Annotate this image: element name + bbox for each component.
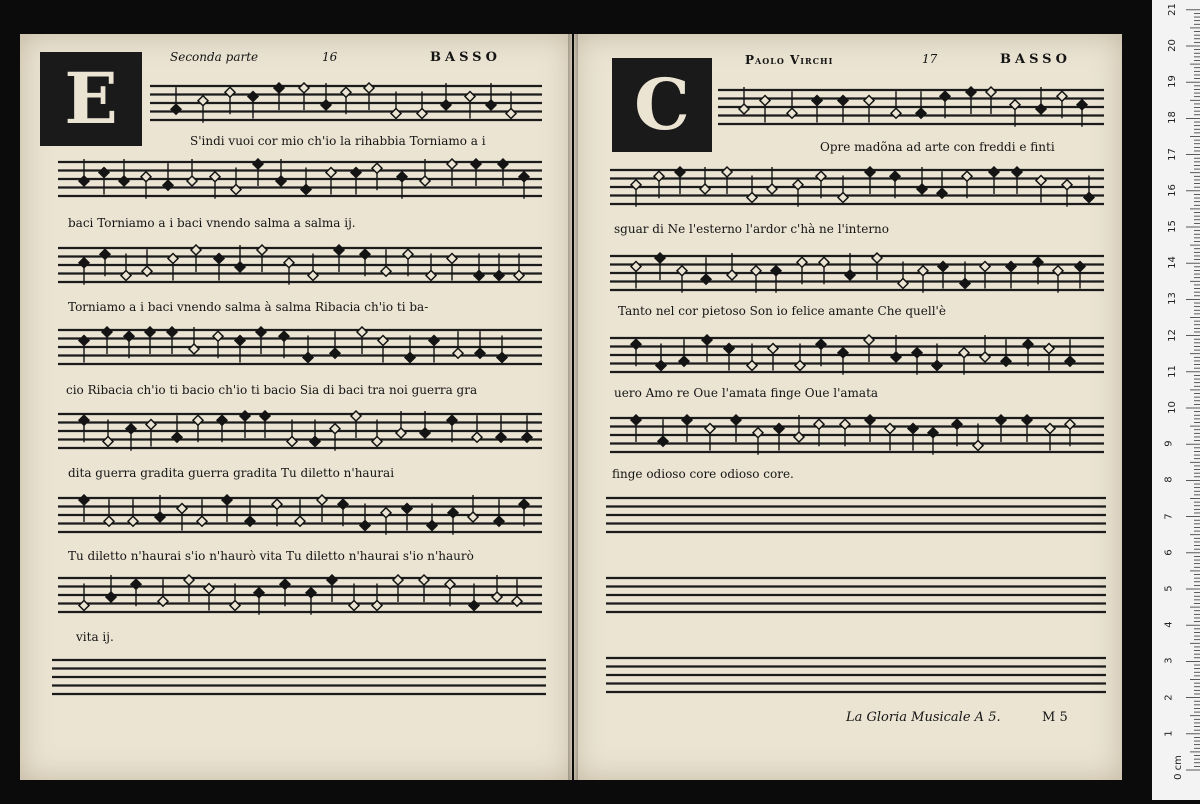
- note-head: [739, 104, 749, 114]
- note-head: [357, 327, 367, 337]
- lyric-line: Tu diletto n'haurai s'io n'haurò vita Tu diletto n'haurai s'io n'haurò: [68, 549, 474, 563]
- note-head: [364, 83, 374, 93]
- note-head: [254, 588, 264, 598]
- note-head: [471, 159, 481, 169]
- note-head: [420, 428, 430, 438]
- note-head: [1045, 424, 1055, 434]
- ruler-number: 20: [1166, 39, 1178, 52]
- ruler-number: 19: [1166, 75, 1178, 89]
- note-head: [496, 432, 506, 442]
- note-head: [702, 335, 712, 345]
- left-voice-label: BASSO: [430, 50, 501, 65]
- note-head: [918, 266, 928, 276]
- note-head: [962, 171, 972, 181]
- note-head: [522, 432, 532, 442]
- note-head: [701, 274, 711, 284]
- note-head: [1075, 262, 1085, 272]
- note-head: [1023, 339, 1033, 349]
- note-head: [751, 266, 761, 276]
- note-head: [774, 424, 784, 434]
- note-head: [966, 87, 976, 97]
- note-head: [141, 172, 151, 182]
- note-head: [838, 348, 848, 358]
- note-head: [722, 167, 732, 177]
- ruler-number: 12: [1166, 328, 1178, 342]
- note-head: [797, 257, 807, 267]
- ruler-unit: 0 cm: [1172, 755, 1184, 780]
- note-head: [158, 596, 168, 606]
- ruler-number: 13: [1166, 292, 1178, 306]
- note-head: [248, 92, 258, 102]
- note-head: [276, 176, 286, 186]
- note-head: [193, 415, 203, 425]
- note-head: [317, 495, 327, 505]
- note-head: [155, 512, 165, 522]
- note-head: [327, 575, 337, 585]
- music-staff: [58, 410, 542, 452]
- note-head: [1065, 419, 1075, 429]
- note-head: [279, 331, 289, 341]
- note-head: [960, 279, 970, 289]
- note-head: [980, 352, 990, 362]
- note-head: [631, 262, 641, 272]
- ruler-number: 5: [1163, 585, 1175, 592]
- note-head: [448, 508, 458, 518]
- note-head: [705, 424, 715, 434]
- note-head: [819, 257, 829, 267]
- note-head: [1012, 167, 1022, 177]
- note-head: [187, 176, 197, 186]
- note-head: [793, 180, 803, 190]
- note-head: [341, 87, 351, 97]
- ruler-number: 14: [1166, 256, 1178, 270]
- note-head: [514, 271, 524, 281]
- right-voice-label: BASSO: [1000, 52, 1071, 67]
- note-head: [417, 109, 427, 119]
- note-head: [631, 415, 641, 425]
- note-head: [272, 499, 282, 509]
- note-head: [106, 592, 116, 602]
- note-head: [326, 168, 336, 178]
- music-staff: [610, 414, 1104, 456]
- note-head: [753, 428, 763, 438]
- note-head: [472, 432, 482, 442]
- part-label: Seconda parte: [170, 50, 259, 64]
- note-head: [257, 245, 267, 255]
- note-head: [177, 504, 187, 514]
- note-head: [441, 100, 451, 110]
- note-head: [731, 415, 741, 425]
- note-head: [128, 516, 138, 526]
- note-head: [197, 516, 207, 526]
- note-head: [260, 411, 270, 421]
- note-head: [198, 96, 208, 106]
- ruler-number: 1: [1163, 730, 1175, 737]
- note-head: [287, 437, 297, 447]
- note-head: [912, 348, 922, 358]
- note-head: [419, 575, 429, 585]
- music-staff: [58, 494, 542, 536]
- left-page-number: 16: [322, 50, 338, 64]
- note-head: [321, 100, 331, 110]
- note-head: [838, 96, 848, 106]
- note-head: [308, 271, 318, 281]
- note-head: [334, 245, 344, 255]
- note-head: [393, 575, 403, 585]
- note-head: [1006, 262, 1016, 272]
- note-head: [167, 327, 177, 337]
- note-head: [306, 588, 316, 598]
- note-head: [952, 419, 962, 429]
- note-head: [973, 441, 983, 451]
- note-head: [747, 361, 757, 371]
- note-head: [119, 176, 129, 186]
- note-head: [168, 254, 178, 264]
- note-head: [795, 361, 805, 371]
- note-head: [372, 163, 382, 173]
- note-head: [864, 335, 874, 345]
- note-head: [351, 411, 361, 421]
- music-staff: [610, 252, 1104, 294]
- book-gutter: [568, 34, 578, 780]
- note-head: [405, 353, 415, 363]
- signature-mark: M 5: [1042, 710, 1068, 725]
- note-head: [468, 512, 478, 522]
- note-head: [397, 172, 407, 182]
- ruler-number: 6: [1163, 549, 1175, 556]
- note-head: [898, 279, 908, 289]
- note-head: [980, 262, 990, 272]
- collection-title: La Gloria Musicale A 5.: [846, 710, 1001, 725]
- note-head: [131, 579, 141, 589]
- note-head: [204, 584, 214, 594]
- note-head: [519, 499, 529, 509]
- note-head: [330, 424, 340, 434]
- note-head: [121, 271, 131, 281]
- note-head: [124, 331, 134, 341]
- note-head: [171, 104, 181, 114]
- note-head: [891, 108, 901, 118]
- decorated-initial-e: E: [40, 52, 142, 146]
- lyric-line: S'indi vuoi cor mio ch'io la rihabbia Torniamo a i: [190, 134, 486, 148]
- note-head: [301, 185, 311, 195]
- ruler-number: 4: [1163, 621, 1175, 628]
- note-head: [1036, 176, 1046, 186]
- note-head: [447, 254, 457, 264]
- note-head: [231, 185, 241, 195]
- note-head: [654, 171, 664, 181]
- note-head: [838, 193, 848, 203]
- ruler-number: 11: [1166, 364, 1178, 378]
- note-head: [916, 108, 926, 118]
- ruler-number: 21: [1166, 2, 1178, 16]
- note-head: [210, 172, 220, 182]
- note-head: [865, 415, 875, 425]
- note-head: [486, 100, 496, 110]
- note-head: [794, 432, 804, 442]
- music-staff: [610, 334, 1104, 376]
- note-head: [996, 415, 1006, 425]
- empty-staff: [52, 656, 546, 700]
- note-head: [506, 109, 516, 119]
- note-head: [360, 249, 370, 259]
- note-head: [474, 271, 484, 281]
- note-head: [303, 353, 313, 363]
- note-head: [938, 262, 948, 272]
- note-head: [420, 176, 430, 186]
- note-head: [126, 424, 136, 434]
- note-head: [381, 266, 391, 276]
- note-head: [940, 91, 950, 101]
- note-head: [1077, 100, 1087, 110]
- note-head: [79, 415, 89, 425]
- empty-staff: [606, 574, 1106, 618]
- note-head: [864, 96, 874, 106]
- note-head: [240, 411, 250, 421]
- music-staff: [150, 82, 542, 124]
- note-head: [891, 352, 901, 362]
- note-head: [102, 327, 112, 337]
- note-head: [163, 180, 173, 190]
- composer-name: Paolo Virchi: [745, 53, 834, 67]
- note-head: [189, 344, 199, 354]
- note-head: [104, 516, 114, 526]
- note-head: [908, 424, 918, 434]
- note-head: [872, 253, 882, 263]
- note-head: [787, 108, 797, 118]
- note-head: [453, 348, 463, 358]
- right-page-number: 17: [922, 52, 938, 66]
- note-head: [656, 361, 666, 371]
- note-head: [494, 271, 504, 281]
- note-head: [360, 521, 370, 531]
- music-staff: [58, 326, 542, 368]
- note-head: [280, 579, 290, 589]
- ruler-number: 2: [1163, 693, 1175, 701]
- note-head: [100, 249, 110, 259]
- note-head: [225, 87, 235, 97]
- note-head: [381, 508, 391, 518]
- note-head: [295, 516, 305, 526]
- note-head: [217, 415, 227, 425]
- note-head: [427, 521, 437, 531]
- note-head: [492, 592, 502, 602]
- note-head: [1010, 100, 1020, 110]
- note-head: [494, 516, 504, 526]
- note-head: [727, 270, 737, 280]
- music-staff: [610, 166, 1104, 208]
- note-head: [299, 83, 309, 93]
- note-head: [917, 184, 927, 194]
- note-head: [213, 331, 223, 341]
- lyric-line: vita ij.: [76, 630, 114, 644]
- music-staff: [58, 574, 542, 616]
- note-head: [768, 344, 778, 354]
- note-head: [184, 575, 194, 585]
- note-head: [658, 436, 668, 446]
- note-head: [724, 344, 734, 354]
- ruler-number: 16: [1166, 183, 1178, 197]
- note-head: [191, 245, 201, 255]
- note-head: [445, 579, 455, 589]
- note-head: [812, 96, 822, 106]
- note-head: [351, 168, 361, 178]
- ruler-number: 3: [1163, 657, 1175, 665]
- note-head: [682, 415, 692, 425]
- note-head: [99, 168, 109, 178]
- note-head: [284, 258, 294, 268]
- note-head: [700, 184, 710, 194]
- note-head: [760, 96, 770, 106]
- ruler-number: 18: [1166, 111, 1178, 125]
- note-head: [145, 327, 155, 337]
- note-head: [396, 428, 406, 438]
- note-head: [465, 92, 475, 102]
- note-head: [631, 339, 641, 349]
- note-head: [1053, 266, 1063, 276]
- lyric-line: Tanto nel cor pietoso Son io felice amante Che quell'è: [618, 304, 946, 318]
- note-head: [1084, 193, 1094, 203]
- note-head: [845, 270, 855, 280]
- ruler-number: 8: [1163, 476, 1175, 484]
- note-head: [103, 437, 113, 447]
- note-head: [767, 184, 777, 194]
- lyric-line: uero Amo re Oue l'amata finge Oue l'amata: [614, 386, 879, 400]
- note-head: [426, 271, 436, 281]
- note-head: [814, 419, 824, 429]
- note-head: [235, 262, 245, 272]
- lyric-line: Opre madõna ad arte con freddi e finti: [820, 140, 1055, 154]
- lyric-line: dita guerra gradita guerra gradita Tu diletto n'haurai: [68, 466, 395, 480]
- note-head: [391, 109, 401, 119]
- note-head: [1044, 344, 1054, 354]
- note-head: [959, 348, 969, 358]
- note-head: [1033, 257, 1043, 267]
- note-head: [816, 339, 826, 349]
- note-head: [338, 499, 348, 509]
- decorated-initial-c: C: [612, 58, 712, 152]
- note-head: [447, 415, 457, 425]
- note-head: [274, 83, 284, 93]
- note-head: [989, 167, 999, 177]
- measurement-ruler: [1152, 0, 1200, 800]
- note-head: [447, 159, 457, 169]
- note-head: [771, 266, 781, 276]
- note-head: [1022, 415, 1032, 425]
- note-head: [402, 504, 412, 514]
- note-head: [986, 87, 996, 97]
- note-head: [79, 601, 89, 611]
- note-head: [840, 419, 850, 429]
- empty-staff: [606, 654, 1106, 698]
- note-head: [519, 172, 529, 182]
- note-head: [677, 266, 687, 276]
- note-head: [253, 159, 263, 169]
- note-head: [475, 348, 485, 358]
- note-head: [349, 601, 359, 611]
- note-head: [747, 193, 757, 203]
- note-head: [1065, 356, 1075, 366]
- note-head: [256, 327, 266, 337]
- ruler-number: 15: [1166, 220, 1178, 233]
- note-head: [932, 361, 942, 371]
- note-head: [675, 167, 685, 177]
- lyric-line: Torniamo a i baci vnendo salma à salma Ribacia ch'io ti ba-: [68, 300, 429, 314]
- music-staff: [58, 158, 542, 200]
- note-head: [79, 336, 89, 346]
- ruler-number: 10: [1166, 401, 1178, 414]
- note-head: [79, 176, 89, 186]
- note-head: [497, 353, 507, 363]
- lyric-line: finge odioso core odioso core.: [612, 467, 794, 481]
- note-head: [1001, 356, 1011, 366]
- note-head: [679, 356, 689, 366]
- note-head: [214, 254, 224, 264]
- note-head: [245, 516, 255, 526]
- lyric-line: sguar di Ne l'esterno l'ardor c'hà ne l'interno: [614, 222, 890, 236]
- ruler-number: 7: [1163, 512, 1175, 520]
- note-head: [498, 159, 508, 169]
- note-head: [378, 336, 388, 346]
- ruler-number: 9: [1163, 440, 1175, 447]
- note-head: [885, 424, 895, 434]
- note-head: [403, 249, 413, 259]
- music-staff: [718, 86, 1104, 128]
- note-head: [512, 596, 522, 606]
- note-head: [142, 266, 152, 276]
- note-head: [1062, 180, 1072, 190]
- note-head: [230, 601, 240, 611]
- music-staff: [58, 244, 542, 286]
- note-head: [1057, 91, 1067, 101]
- note-head: [631, 180, 641, 190]
- note-head: [1036, 104, 1046, 114]
- lyric-line: baci Torniamo a i baci vnendo salma a salma ij.: [68, 216, 356, 230]
- lyric-line: cio Ribacia ch'io ti bacio ch'io ti bacio Sia di baci tra noi guerra gra: [66, 383, 478, 397]
- note-head: [372, 437, 382, 447]
- note-head: [865, 167, 875, 177]
- note-head: [655, 253, 665, 263]
- note-head: [816, 171, 826, 181]
- note-head: [928, 428, 938, 438]
- ruler-number: 17: [1166, 147, 1178, 161]
- note-head: [937, 188, 947, 198]
- note-head: [79, 495, 89, 505]
- note-head: [146, 420, 156, 430]
- note-head: [310, 437, 320, 447]
- note-head: [372, 601, 382, 611]
- note-head: [79, 258, 89, 268]
- note-head: [222, 495, 232, 505]
- note-head: [172, 432, 182, 442]
- note-head: [890, 171, 900, 181]
- empty-staff: [606, 494, 1106, 538]
- note-head: [235, 336, 245, 346]
- note-head: [330, 348, 340, 358]
- note-head: [469, 601, 479, 611]
- note-head: [429, 336, 439, 346]
